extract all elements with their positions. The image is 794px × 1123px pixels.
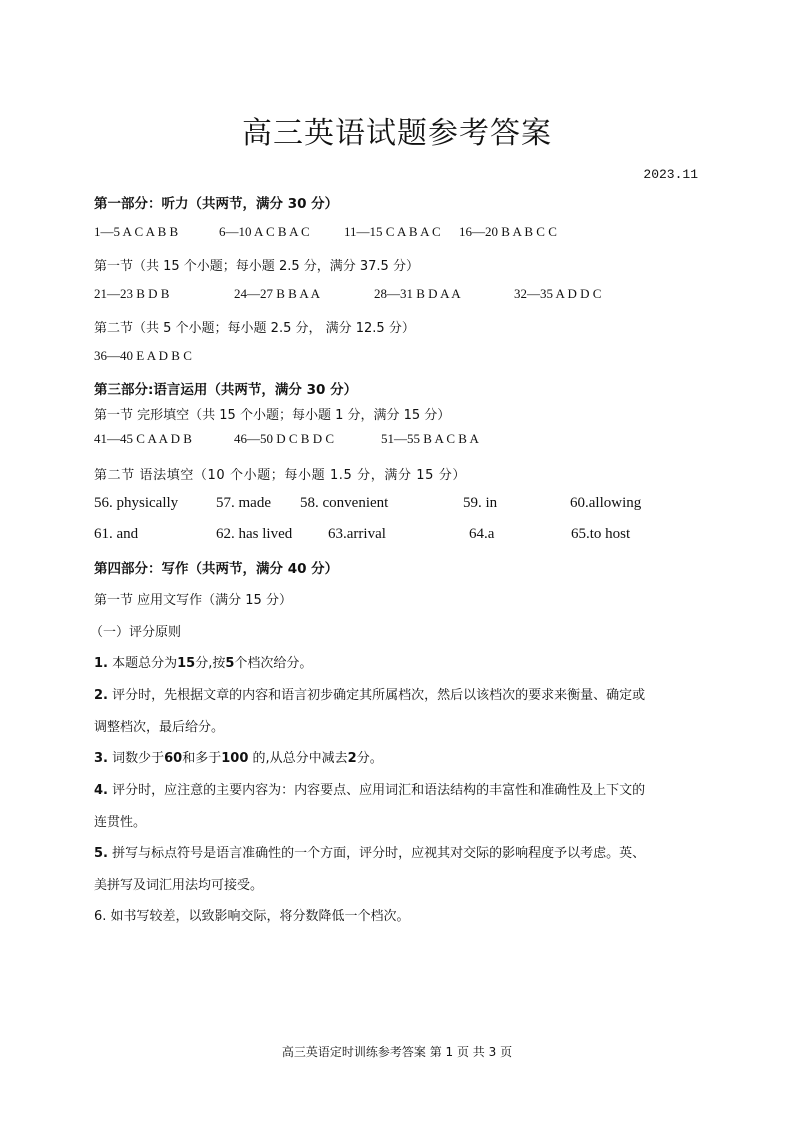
rule-text: 如书写较差，以致影响交际，将分数降低一个档次。 [106,909,410,924]
page-title: 高三英语试题参考答案 [242,116,552,151]
rule-text: 的,从总分中减去 [248,751,348,766]
rule-value: 5 [225,656,235,671]
answer-group: 1—5 A C A B B [94,224,179,239]
answer-group: 16—20 B A B C C [459,224,557,239]
page-footer: 高三英语定时训练参考答案 第 1 页 共 3 页 [281,1045,513,1059]
answer-group: 51—55 B A C B A [381,431,479,446]
rule-text: 词数少于 [107,751,165,766]
grammar-answer: 65.to host [571,526,631,542]
rule-number: 2. [94,688,108,703]
rule-4-continued: 连贯性。 [94,815,147,830]
rule-4 [94,779,645,798]
exam-date: 2023.11 [643,167,698,182]
rule-number: 6. [94,909,107,924]
rule-value: 2 [347,751,357,766]
rule-6 [94,905,410,924]
rule-text: 本题总分为 [107,656,178,671]
section-heading: 第二节（共 5 个小题；每小题 2.5 分， 满分 12.5 分） [94,321,415,336]
section-heading: 第一节 应用文写作（满分 15 分） [94,593,292,608]
grammar-answer: 63.arrival [328,526,386,542]
rule-number: 4. [94,783,108,798]
grammar-answer: 56. physically [94,495,179,511]
section-heading: 第一节（共 15 个小题；每小题 2.5 分，满分 37.5 分） [94,259,419,274]
sub-heading: （一）评分原则 [90,625,182,640]
grammar-answer: 60.allowing [570,495,642,511]
answer-group: 46—50 D C B D C [234,431,335,446]
rule-5 [94,842,645,861]
rule-value: 15 [177,656,196,671]
rule-text: 评分时，先根据文章的内容和语言初步确定其所属档次，然后以该档次的要求来衡量、确定或 [107,688,646,703]
grammar-answer: 58. convenient [300,495,389,511]
rule-text: 和多于 [182,751,222,766]
answer-group: 11—15 C A B A C [344,224,441,239]
rule-text: 评分时，应注意的主要内容为：内容要点、应用词汇和语法结构的丰富性和准确性及上下文的 [107,783,646,798]
rule-text: 分。 [356,751,383,766]
rule-2 [94,684,645,703]
rule-text: 拼写与标点符号是语言准确性的一个方面，评分时，应视其对交际的影响程度予以考虑。英、 [107,846,646,861]
rule-3 [94,747,383,766]
section-heading: 第一节 完形填空（共 15 个小题；每小题 1 分，满分 15 分） [94,408,451,423]
rule-2-continued: 调整档次，最后给分。 [94,720,225,735]
answer-group: 36—40 E A D B C [94,348,192,363]
grammar-answer: 57. made [216,495,271,511]
grammar-answer: 59. in [463,495,498,511]
answer-group: 28—31 B D A A [374,286,461,301]
answer-group: 21—23 B D B [94,286,170,301]
rule-text: 分,按 [195,656,226,671]
answer-group: 41—45 C A A D B [94,431,192,446]
part3-heading: 第三部分:语言运用（共两节，满分 30 分） [94,382,358,398]
grammar-answer: 62. has lived [216,526,293,542]
answer-group: 32—35 A D D C [514,286,602,301]
answer-group: 6—10 A C B A C [219,224,310,239]
rule-value: 60 [164,751,183,766]
grammar-answer: 61. and [94,526,139,542]
rule-text: 个档次给分。 [234,656,313,671]
part4-heading: 第四部分：写作（共两节，满分 40 分） [94,561,339,577]
rule-number: 5. [94,846,108,861]
part1-heading: 第一部分：听力（共两节，满分 30 分） [94,196,339,212]
rule-5-continued: 美拼写及词汇用法均可接受。 [94,878,264,893]
rule-1 [94,652,312,671]
rule-value: 100 [221,751,249,766]
rule-number: 1. [94,656,108,671]
answer-group: 24—27 B B A A [234,286,320,301]
rule-number: 3. [94,751,108,766]
section-heading: 第二节 语法填空（10 个小题；每小题 1.5 分，满分 15 分） [94,468,466,483]
grammar-answer: 64.a [469,526,495,542]
